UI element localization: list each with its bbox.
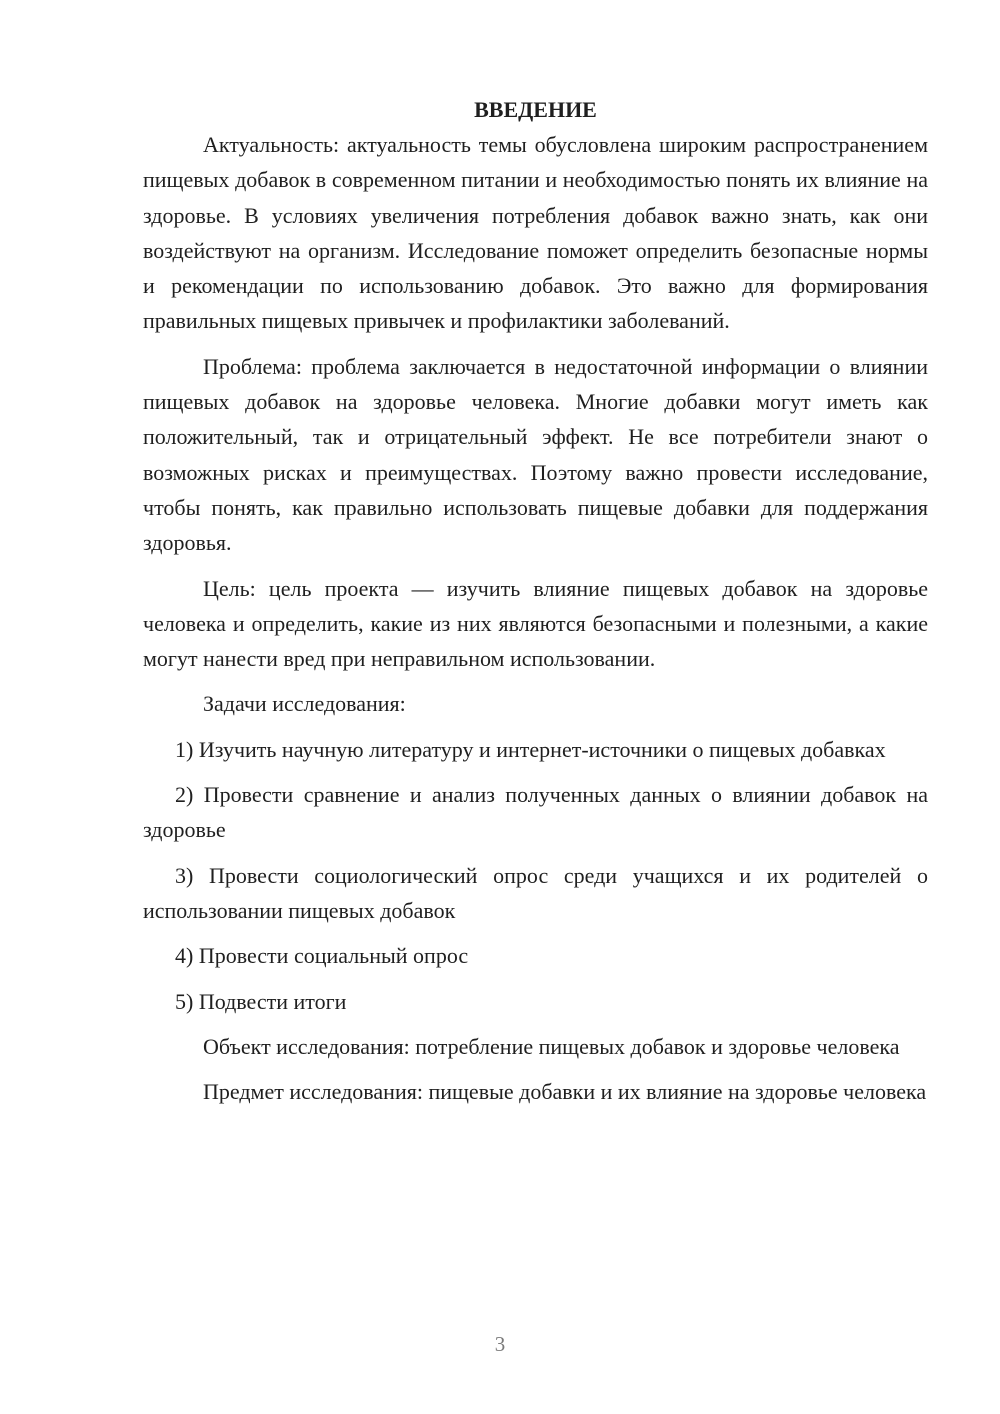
problem-paragraph: Проблема: проблема заключается в недостаточной информации о влиянии пищевых добавок на здоровье человека. Многие добавки могут иметь как положительный, так и отрицательный эффект. Не все потребители знают о возможных рисках и преимуществах. Поэтому важно провести исследование, чтобы понять, как правильно использовать пищевые добавки для поддержания здоровья.	[143, 353, 928, 556]
task-item-2: 2) Провести сравнение и анализ полученных данных о влиянии добавок на здоровье	[143, 782, 928, 843]
task-item-3: 3) Провести социологический опрос среди учащихся и их родителей о использовании пищевых добавок	[143, 862, 928, 923]
task-item-1: 1) Изучить научную литературу и интернет-источники о пищевых добавках	[175, 736, 886, 762]
page-content	[143, 92, 928, 1109]
tasks-heading: Задачи исследования:	[203, 691, 406, 717]
goal-paragraph: Цель: цель проекта — изучить влияние пищевых добавок на здоровье человека и определить, какие из них являются безопасными и полезными, а какие могут нанести вред при неправильном использовании.	[143, 575, 928, 672]
research-object-paragraph: Объект исследования: потребление пищевых добавок и здоровье человека	[203, 1033, 900, 1059]
task-item-4: 4) Провести социальный опрос	[175, 943, 469, 969]
task-item-5: 5) Подвести итоги	[175, 988, 347, 1014]
page-number: 3	[494, 1332, 506, 1356]
relevance-paragraph: Актуальность: актуальность темы обусловлена широким распространением пищевых добавок в современном питании и необходимостью понять их влияние на здоровье. В условиях увеличения потребления добавок важно знать, как они воздействуют на организм. Исследование поможет определить безопасные нормы и рекомендации по использованию добавок. Это важно для формирования правильных пищевых привычек и профилактики заболеваний.	[143, 132, 928, 334]
research-subject-paragraph: Предмет исследования: пищевые добавки и их влияние на здоровье человека	[203, 1079, 927, 1105]
page-title: ВВЕДЕНИЕ	[474, 97, 597, 122]
